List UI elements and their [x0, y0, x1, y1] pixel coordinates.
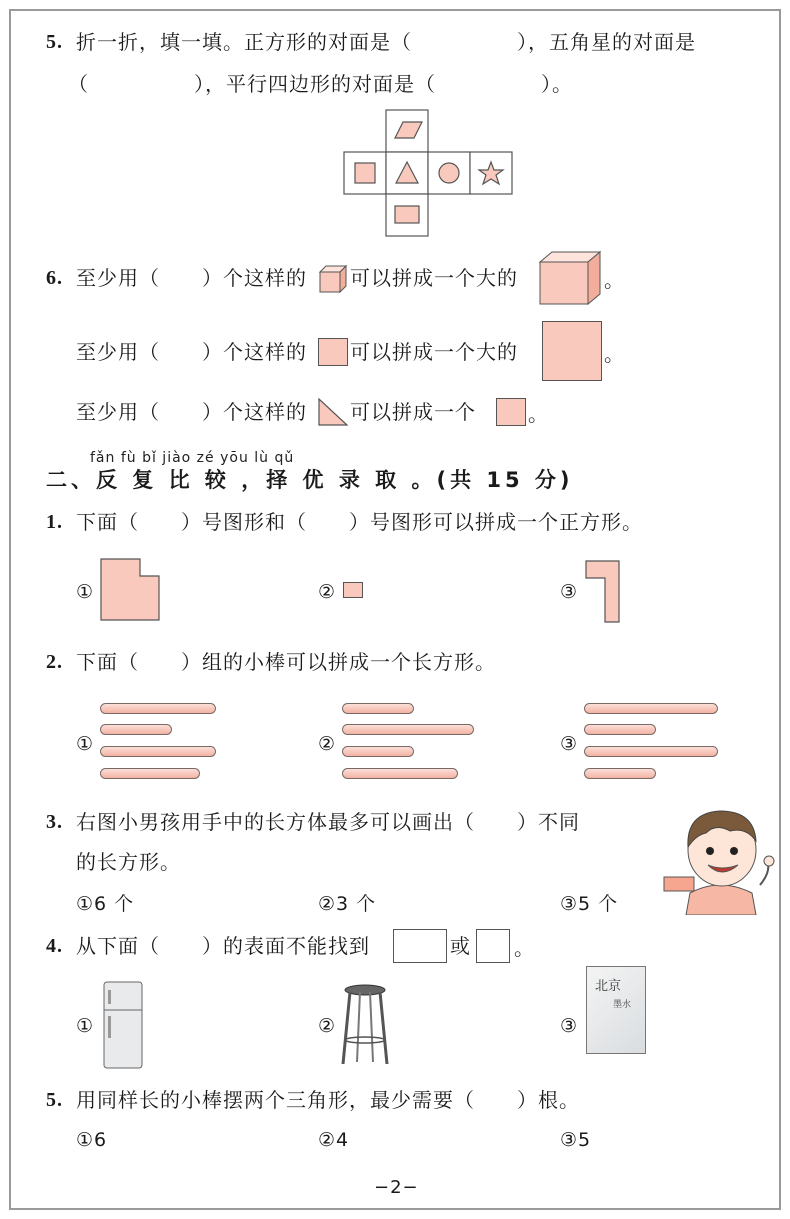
- stick: [342, 724, 474, 735]
- period: 。: [528, 402, 549, 426]
- box-label: 墨水: [613, 1000, 632, 1010]
- stick: [342, 703, 414, 714]
- large-square-icon: [542, 321, 602, 381]
- small-rectangle-shape: [343, 582, 363, 598]
- question-text: 从下面（ ）的表面不能找到: [76, 934, 370, 958]
- question-number: 3.: [46, 811, 63, 833]
- option-label: ②: [318, 581, 337, 603]
- question-number: 1.: [46, 511, 63, 533]
- question-text: 用同样长的小棒摆两个三角形，最少需要（ ）根。: [76, 1088, 580, 1112]
- rectangle-outline: [393, 929, 447, 963]
- option-label: ②3 个: [318, 893, 377, 915]
- question-text: 下面（ ）号图形和（ ）号图形可以拼成一个正方形。: [76, 510, 643, 534]
- option-label: ①6 个: [76, 893, 135, 915]
- option-label: ①: [76, 581, 95, 603]
- question-text: 或: [450, 934, 471, 958]
- period: 。: [514, 936, 535, 960]
- stool-image: [340, 984, 390, 1066]
- section-pinyin: fǎn fù bǐ jiào zé yōu lù qǔ: [90, 450, 295, 466]
- option-label: ①: [76, 733, 95, 755]
- stick: [584, 746, 718, 757]
- ink-box-image: [586, 966, 646, 1054]
- large-cube-icon: [538, 250, 602, 306]
- refrigerator-image: [102, 980, 146, 1072]
- question-text: 至少用（ ）个这样的: [76, 266, 307, 290]
- notched-square-shape: [100, 558, 162, 622]
- option-label: ③5: [560, 1129, 592, 1151]
- question-text: 可以拼成一个大的: [350, 340, 518, 364]
- cube-net-diagram: [340, 108, 516, 238]
- stick: [100, 746, 216, 757]
- boy-illustration: [660, 805, 782, 915]
- option-label: ③: [560, 1015, 579, 1037]
- box-label: 北京: [595, 979, 622, 994]
- small-square-icon: [318, 338, 348, 366]
- period: 。: [604, 268, 625, 292]
- question-text: 至少用（ ）个这样的: [76, 400, 307, 424]
- stick: [584, 768, 656, 779]
- question-text: 的长方形。: [76, 850, 181, 874]
- section-title: 二、反 复 比 较 ，择 优 录 取 。(共 15 分): [46, 468, 574, 492]
- question-number: 4.: [46, 935, 63, 957]
- question-text: 可以拼成一个: [350, 400, 476, 424]
- stick: [342, 768, 458, 779]
- stick: [100, 768, 200, 779]
- question-text: 可以拼成一个大的: [350, 266, 518, 290]
- question-text: 右图小男孩用手中的长方体最多可以画出（ ）不同: [76, 810, 580, 834]
- stick: [584, 703, 718, 714]
- result-square-icon: [496, 398, 526, 426]
- option-label: ③5 个: [560, 893, 619, 915]
- option-label: ③: [560, 733, 579, 755]
- l-shape: [585, 560, 623, 624]
- stick: [100, 703, 216, 714]
- circle-shape: [439, 163, 459, 183]
- option-label: ①: [76, 1015, 95, 1037]
- question-number: 6.: [46, 267, 63, 289]
- small-cube-icon: [318, 264, 348, 294]
- question-number: 2.: [46, 651, 63, 673]
- option-label: ②4: [318, 1129, 350, 1151]
- square-outline: [476, 929, 510, 963]
- question-text: 下面（ ）组的小棒可以拼成一个长方形。: [76, 650, 496, 674]
- square-shape: [355, 163, 375, 183]
- question-number: 5.: [46, 31, 63, 53]
- question-text: （ ），平行四边形的对面是（ ）。: [68, 72, 573, 96]
- page-number: −2−: [374, 1177, 419, 1198]
- option-label: ①6: [76, 1129, 108, 1151]
- option-label: ②: [318, 1015, 337, 1037]
- question-text: 折一折，填一填。正方形的对面是（ ），五角星的对面是: [76, 30, 696, 54]
- question-number: 5.: [46, 1089, 63, 1111]
- period: 。: [604, 342, 625, 366]
- rectangle-shape: [395, 206, 419, 223]
- cuboid-in-hand: [664, 877, 694, 891]
- stick: [342, 746, 414, 757]
- stick: [100, 724, 172, 735]
- stick: [584, 724, 656, 735]
- option-label: ②: [318, 733, 337, 755]
- option-label: ③: [560, 581, 579, 603]
- right-triangle-icon: [318, 398, 348, 426]
- question-text: 至少用（ ）个这样的: [76, 340, 307, 364]
